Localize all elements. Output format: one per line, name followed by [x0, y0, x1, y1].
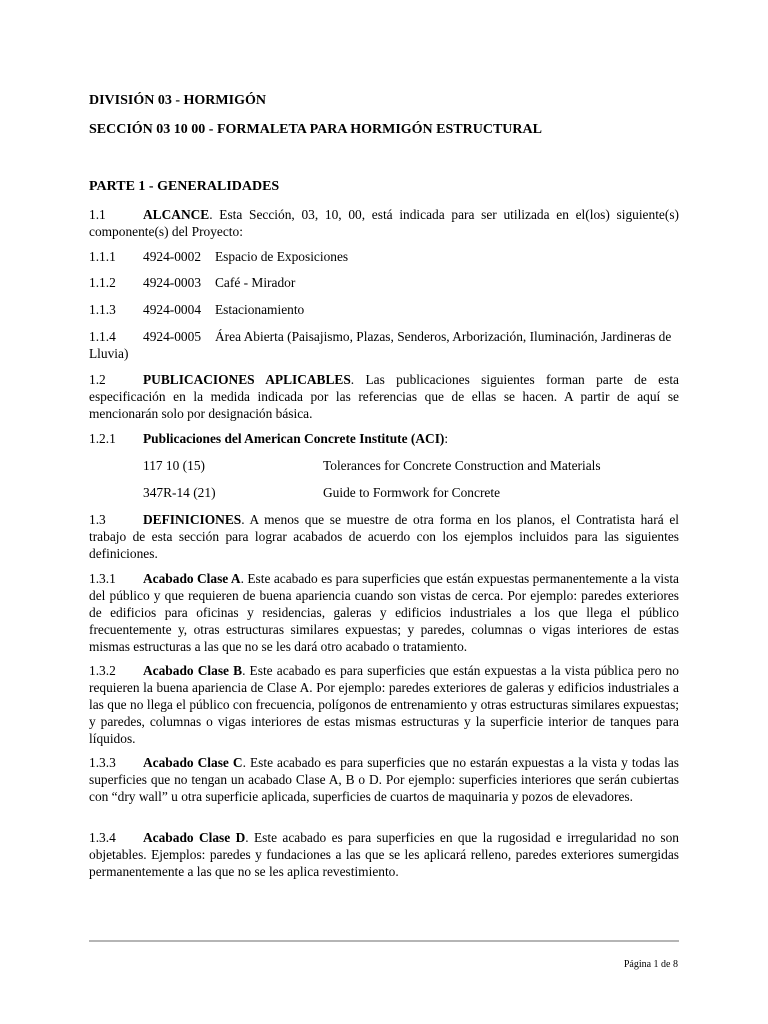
- component-name: Área Abierta (Paisajismo, Plazas, Senderos, Arborización, Iluminación, Jardineras de Lluvia): [89, 329, 672, 361]
- component-item: [89, 248, 679, 265]
- clause-text: . Este acabado es para superficies que están expuestas a la vista pública pero no requieren la buena apariencia de Clase A. Por ejemplo: paredes exteriores de galeras y edificios industriales a las que no llega el público con frecuencia, polígonos de entrenamiento y otras estructuras similares expuestas; y paredes, columnas o vigas interiores de estas mismas estructuras y la superficie interior de tanques para líquidos.: [89, 663, 679, 746]
- paragraph-1-2: [89, 371, 679, 422]
- clause-heading: DEFINICIONES: [143, 512, 242, 527]
- component-name: Café - Mirador: [215, 275, 296, 290]
- section-title: SECCIÓN 03 10 00 - FORMALETA PARA HORMIGÓN ESTRUCTURAL: [89, 122, 542, 137]
- clause-heading: Acabado Clase D: [143, 830, 246, 845]
- paragraph-1-2-1: [89, 430, 679, 447]
- clause-text: . Este acabado es para superficies que no estarán expuestas a la vista y todas las superficies que no tengan un acabado Clase A, B o D. Por ejemplo: superficies interiores que serán cubiertas con “dry wall” u otra superficie aplicada, superficies de cuartos de maquinaria y pozos de elevadores.: [89, 755, 679, 804]
- clause-text: . Este acabado es para superficies en que la rugosidad e irregularidad no son objetables. Ejemplos: paredes y fundaciones a las que se les aplicará relleno, paredes exteriores sumergidas permanentemente a las que no se les aplica revestimiento.: [89, 830, 680, 879]
- clause-number: 1.2: [89, 372, 106, 387]
- division-title: DIVISIÓN 03 - HORMIGÓN: [89, 93, 266, 108]
- clause-heading: PUBLICACIONES APLICABLES: [143, 372, 351, 387]
- clause-number: 1.3.4: [89, 830, 116, 845]
- publication-title: Tolerances for Concrete Construction and Materials: [323, 458, 601, 473]
- component-code: 4924-0005: [143, 329, 202, 344]
- component-code: 4924-0003: [143, 275, 202, 290]
- publication-row: [143, 457, 601, 474]
- finish-class-a: [89, 570, 679, 655]
- footer-divider: [89, 940, 679, 942]
- clause-heading: Acabado Clase B: [143, 663, 243, 678]
- clause-number: 1.3.1: [89, 571, 116, 586]
- clause-number: 1.1: [89, 207, 106, 222]
- clause-heading: Acabado Clase A: [143, 571, 241, 586]
- clause-number: 1.2.1: [89, 431, 116, 446]
- clause-heading: ALCANCE: [143, 207, 210, 222]
- clause-heading: Publicaciones del American Concrete Institute (ACI): [143, 431, 445, 446]
- clause-heading: Acabado Clase C: [143, 755, 243, 770]
- clause-number: 1.1.3: [89, 302, 116, 317]
- component-code: 4924-0002: [143, 249, 202, 264]
- component-item: [89, 301, 679, 318]
- clause-text: . Las publicaciones siguientes forman parte de esta especificación en la medida indicada por las referencias que de ellas se hacen. A partir de aquí se mencionarán solo por designación básica.: [89, 372, 679, 421]
- part-title: PARTE 1 - GENERALIDADES: [89, 179, 280, 194]
- page-number: Página 1 de 8: [623, 959, 678, 970]
- clause-number: 1.3: [89, 512, 106, 527]
- clause-number: 1.1.2: [89, 275, 116, 290]
- component-name: Estacionamiento: [215, 302, 305, 317]
- publication-code: 117 10 (15): [143, 458, 205, 473]
- clause-suffix: :: [444, 431, 449, 446]
- component-name: Espacio de Exposiciones: [215, 249, 349, 264]
- publication-code: 347R-14 (21): [143, 485, 216, 500]
- publication-title: Guide to Formwork for Concrete: [323, 485, 501, 500]
- clause-number: 1.3.2: [89, 663, 116, 678]
- clause-number: 1.3.3: [89, 755, 116, 770]
- clause-number: 1.1.4: [89, 329, 116, 344]
- paragraph-1-1: [89, 206, 679, 240]
- component-code: 4924-0004: [143, 302, 202, 317]
- publication-row: [143, 484, 500, 501]
- component-item: [89, 274, 679, 291]
- clause-text: . Este acabado es para superficies que están expuestas permanentemente a la vista del público y que requieren de buena apariencia cuando son vistas de cerca. Por ejemplo: paredes exteriores de edificios para oficinas y residencias, galeras y edificios industriales a los que llega el público frecuentemente y, otras estructuras similares expuestas; y paredes, columnas o vigas interiores de estas mismas estructuras a las que no se les dará otro acabado o tratamiento.: [89, 571, 679, 654]
- paragraph-1-3: [89, 511, 679, 562]
- component-item: [89, 328, 679, 362]
- finish-class-d: [89, 829, 679, 880]
- clause-number: 1.1.1: [89, 249, 116, 264]
- finish-class-b: [89, 662, 679, 747]
- finish-class-c: [89, 754, 679, 805]
- clause-text: . Esta Sección, 03, 10, 00, está indicada para ser utilizada en el(los) siguiente(s) componente(s) del Proyecto:: [89, 207, 679, 239]
- clause-text: . A menos que se muestre de otra forma en los planos, el Contratista hará el trabajo de esta sección para lograr acabados de acuerdo con los ejemplos incluidos para las siguientes definiciones.: [89, 512, 679, 561]
